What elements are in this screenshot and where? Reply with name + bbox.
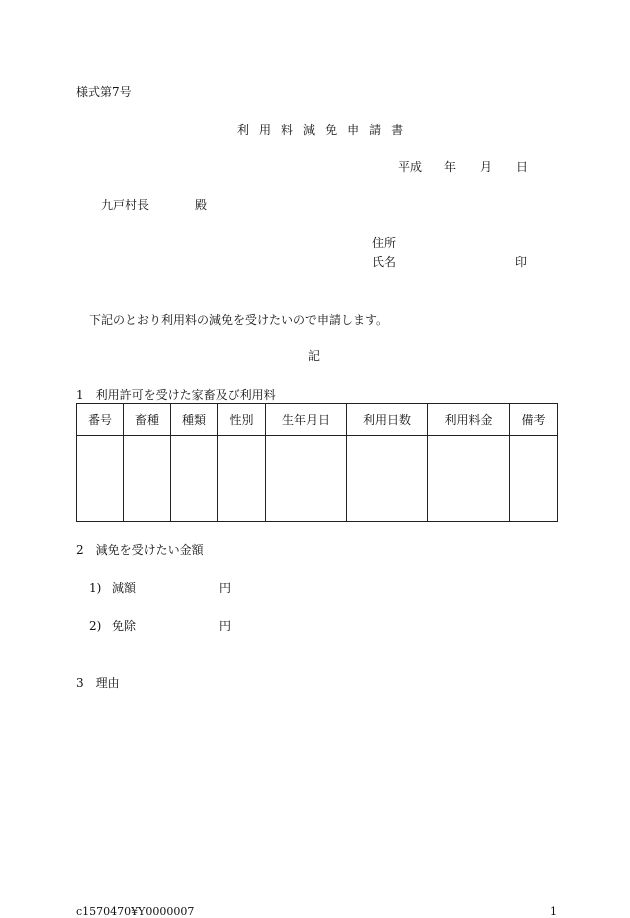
intro-text: 下記のとおり利用料の減免を受けたいので申請します。: [89, 313, 389, 327]
column-header: 種類: [171, 404, 218, 436]
addressee-honorific: 殿: [195, 198, 208, 212]
date-era: 平成: [398, 160, 423, 174]
title-char: 料: [281, 123, 294, 137]
title-char: 利: [237, 123, 250, 137]
date-month: 月: [480, 160, 493, 174]
table-cell[interactable]: [218, 436, 266, 522]
title-char: 減: [303, 123, 316, 137]
column-header: 利用料金: [428, 404, 510, 436]
title-char: 書: [391, 123, 404, 137]
date-day: 日: [516, 160, 529, 174]
table-cell[interactable]: [347, 436, 428, 522]
date-year: 年: [444, 160, 457, 174]
title-char: 申: [347, 123, 360, 137]
table-row: [77, 436, 558, 522]
title-char: 用: [259, 123, 272, 137]
livestock-table: [76, 403, 558, 522]
reduction-label: 減額: [112, 581, 137, 595]
table-cell[interactable]: [266, 436, 347, 522]
seal-mark: 印: [515, 255, 528, 269]
table-cell[interactable]: [171, 436, 218, 522]
page-number: 1: [550, 905, 557, 918]
table-cell[interactable]: [510, 436, 558, 522]
section3-heading: 3 理由: [76, 676, 120, 690]
yen-unit: 円: [219, 619, 232, 633]
address-label: 住所: [372, 236, 397, 250]
name-label: 氏名: [372, 255, 397, 269]
item-number: 1): [89, 581, 102, 595]
column-header: 番号: [77, 404, 124, 436]
column-header: 性別: [218, 404, 266, 436]
item-number: 2): [89, 619, 102, 633]
yen-unit: 円: [219, 581, 232, 595]
exemption-label: 免除: [112, 619, 137, 633]
column-header: 利用日数: [347, 404, 428, 436]
column-header: 畜種: [124, 404, 171, 436]
addressee-name: 九戸村長: [101, 198, 150, 212]
table-cell[interactable]: [124, 436, 171, 522]
title-char: 免: [325, 123, 338, 137]
form-number: 様式第7号: [76, 85, 132, 99]
column-header: 備考: [510, 404, 558, 436]
column-header: 生年月日: [266, 404, 347, 436]
table-cell[interactable]: [428, 436, 510, 522]
section2-heading: 2 減免を受けたい金額: [76, 543, 204, 557]
table-header-row: [77, 404, 558, 436]
table-cell[interactable]: [77, 436, 124, 522]
document-title: [237, 124, 403, 136]
title-char: 請: [369, 123, 382, 137]
ki-label: 記: [308, 349, 321, 363]
section1-heading: 1 利用許可を受けた家畜及び利用料: [76, 388, 276, 402]
document-id: c1570470¥Y0000007: [76, 905, 195, 918]
